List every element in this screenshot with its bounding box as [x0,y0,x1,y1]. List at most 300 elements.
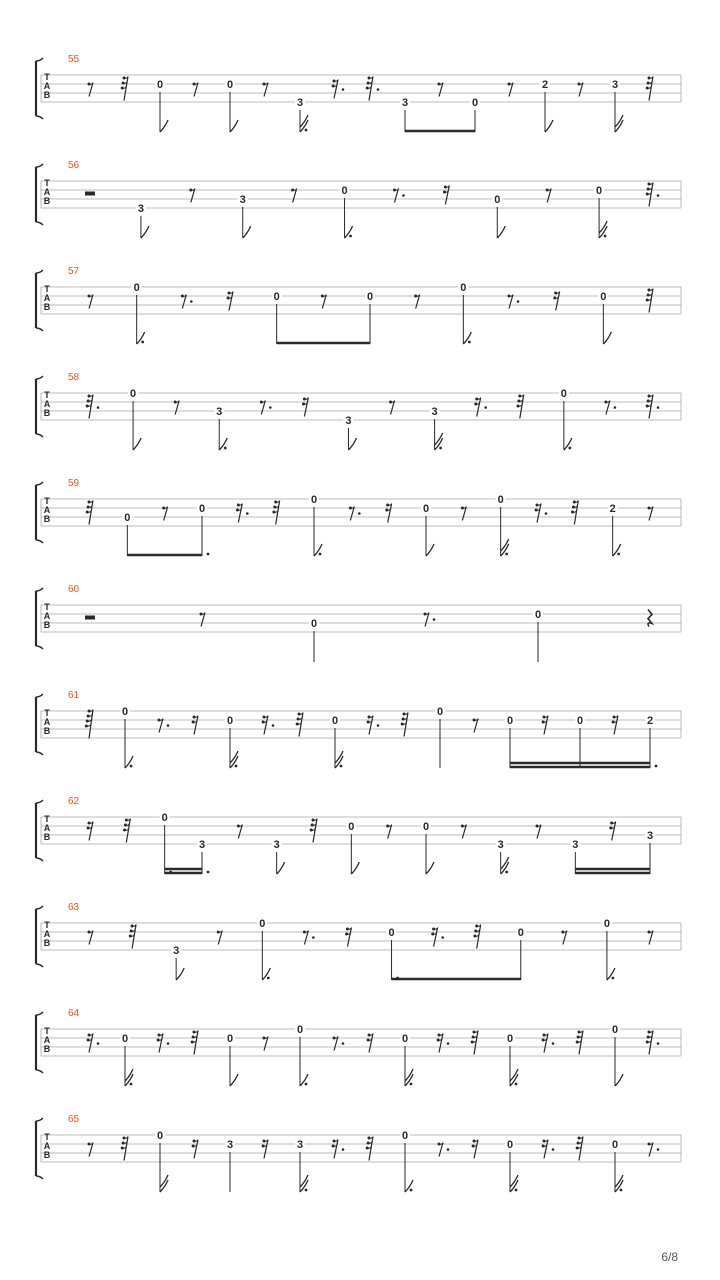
note-dot [515,1083,518,1086]
fret-number: 0 [436,706,444,718]
tab-clef-letter: A [43,929,51,939]
tab-note [421,820,434,874]
tab-clef-letter: A [43,293,51,303]
tab-rest [542,1140,555,1159]
fret-number: 0 [156,1130,164,1142]
tab-rest [461,825,467,839]
tab-note [171,944,184,980]
rest-stem [89,710,93,739]
tab-clef-letter: A [43,1141,51,1151]
measure-number: 64 [68,1008,80,1019]
rest-dot [447,1148,450,1151]
fret-number: 0 [161,812,168,824]
note-dot [655,765,658,768]
tab-note [295,1023,308,1086]
tab-staff-svg [0,244,720,350]
tab-rest [431,928,444,947]
tab-note [505,714,515,768]
tab-clef-letter: A [43,187,51,197]
tab-rest [648,507,654,521]
fret-number: 0 [341,185,348,197]
note-dot [505,871,508,874]
fret-number: 3 [431,406,438,418]
tab-clef-letter: B [43,90,51,100]
fret-number: 0 [348,821,355,833]
tab-note [272,838,285,874]
note-flag [497,226,505,238]
tab-note [610,1138,623,1192]
rest-dot [312,936,315,939]
tab-note [128,387,141,450]
measure-number: 62 [68,796,80,807]
tab-rest [192,1140,198,1159]
tab-note [496,838,509,874]
rest-dot [552,1042,555,1045]
tab-rest [86,501,93,525]
fret-number: 3 [273,839,280,851]
system-measure-62 [0,774,720,880]
fret-number: 3 [137,203,144,215]
tab-note [295,96,308,132]
tab-clef-letter: T [44,72,50,82]
tab-rest [349,507,361,521]
tab-note [496,493,509,556]
tab-rest [571,501,578,525]
note-flag [125,1069,133,1081]
tab-rest [332,80,345,99]
tab-note [387,926,399,980]
tab-staff-svg [0,1092,720,1198]
note-dot [568,447,571,450]
system-measure-59 [0,456,720,562]
fret-number: 0 [460,282,467,294]
note-dot [468,341,471,344]
tab-note [155,78,168,132]
tab-rest [181,295,193,309]
tab-note [309,493,322,556]
tab-note [257,917,270,980]
tab-rest [553,292,559,311]
tab-note [421,502,434,556]
system-measure-60 [0,562,720,668]
tab-rest [85,616,95,620]
rest-dot [167,1042,170,1045]
tab-rest [87,1034,100,1053]
tab-clef-letter: T [44,1132,50,1142]
note-dot [620,1189,623,1192]
tab-rest [236,504,249,523]
tab-clef-letter: A [43,81,51,91]
fret-number: 0 [517,927,524,939]
tab-note [120,1032,133,1086]
tab-note [225,1138,235,1192]
tab-note [343,414,356,450]
fret-number: 0 [611,1139,619,1151]
tab-rest [227,292,233,311]
tab-rest [646,183,660,207]
tab-staff-svg [0,774,720,880]
note-flag [230,1074,238,1086]
tab-staff-svg [0,350,720,456]
fret-number: 0 [600,291,607,303]
tab-note [330,714,343,768]
fret-number: 0 [596,185,603,197]
fret-number: 0 [366,291,374,303]
note-flag [501,857,509,869]
fret-number: 0 [310,494,318,506]
tab-rest [474,398,487,417]
tab-rest [333,1037,345,1051]
tab-note [132,281,145,344]
tab-rest [508,83,514,97]
rest-dot [97,1042,100,1045]
tab-note [392,926,526,980]
fret-number: 0 [388,927,395,939]
tab-rest [367,1034,373,1053]
tab-rest [646,395,660,419]
tab-rest [473,719,479,733]
note-dot [235,765,238,768]
fret-number: 0 [401,1130,409,1142]
note-flag [351,862,359,874]
measure-number: 65 [68,1114,80,1125]
note-dot [267,977,270,980]
fret-number: 0 [534,609,542,621]
tab-clef-letter: A [43,505,51,515]
note-flag [510,1069,518,1081]
rest-dot [552,1148,555,1151]
rest-dot [272,724,275,727]
tab-clef-letter: B [43,302,51,312]
note-flag [141,226,149,238]
tab-rest [123,819,130,843]
system-measure-58 [0,350,720,456]
tab-rest [443,186,449,205]
note-flag [230,751,238,763]
tab-note [492,193,505,238]
tab-staff-svg [0,456,720,562]
fret-number: 3 [226,1139,234,1151]
rest-dot [190,300,193,303]
tab-staff-svg [0,138,720,244]
fret-number: 0 [296,1024,304,1036]
note-dot [141,341,144,344]
tab-note [435,705,445,768]
note-dot [515,1189,518,1192]
tab-rest [296,713,303,737]
tab-note [458,281,471,344]
tab-note [430,405,443,450]
tab-rest [321,295,327,309]
tab-rest [367,716,380,735]
tab-staff-svg [0,668,720,774]
fret-number: 0 [121,706,129,718]
measure-number: 63 [68,902,80,913]
fret-number: 0 [506,1139,514,1151]
tab-rest [200,613,206,627]
system-measure-57 [0,244,720,350]
fret-number: 2 [609,503,616,515]
note-dot [207,871,210,874]
note-flag [230,120,238,132]
rest-dot [246,512,249,515]
fret-number: 3 [198,839,206,851]
rest-dot [614,406,617,409]
tab-rest [389,401,395,415]
note-dot [410,1189,413,1192]
tab-clef-letter: T [44,178,50,188]
tab-rest [88,931,94,945]
measure-number: 58 [68,372,80,383]
note-dot [617,553,620,556]
tab-rest [576,1031,583,1055]
tab-clef-letter: T [44,1026,50,1036]
measure-number: 57 [68,266,80,277]
note-flag [426,544,434,556]
tab-note [120,705,133,768]
tab-note [405,96,480,132]
tab-clef-letter: T [44,814,50,824]
tab-rest [401,713,408,737]
tab-rest [262,1140,268,1159]
fret-number: 0 [133,282,140,294]
rest-dot [657,1148,660,1151]
tab-note [155,1129,168,1192]
note-dot [340,765,343,768]
tab-rest [542,716,548,735]
tab-rest [646,77,653,101]
tab-rest [648,931,654,945]
tab-staff-svg [0,562,720,668]
rest-dot [97,406,100,409]
tab-rest [648,610,652,627]
rest-dot [441,936,444,939]
note-flag [426,862,434,874]
tab-rest [191,1031,198,1055]
page-number: 6/8 [661,1250,678,1264]
tab-note [400,1129,413,1192]
tab-rest [263,1037,269,1051]
fret-number: 0 [611,1024,619,1036]
fret-number: 0 [576,715,584,727]
tab-rest [604,401,616,415]
tab-rest [174,401,180,415]
tab-note [136,202,149,238]
tab-rest [157,1034,170,1053]
tab-rest [88,295,94,309]
tab-note [559,387,572,450]
tab-staff-svg [0,32,720,138]
tab-clef-letter: T [44,496,50,506]
tab-rest [366,1137,373,1161]
tab-rest [516,395,523,419]
note-flag [405,1069,413,1081]
fret-number: 0 [226,1033,234,1045]
tab-rest [473,925,480,949]
tab-note [610,78,623,132]
tab-rest [438,1143,450,1157]
note-dot [130,1083,133,1086]
tab-rest [189,189,195,203]
tab-note [272,290,282,344]
rest-dot [657,406,660,409]
note-dot [305,129,308,132]
rest-dot [342,88,345,91]
tab-note [505,1138,518,1192]
tab-note [165,838,210,874]
tab-rest [612,716,618,735]
tab-rest [291,189,297,203]
fret-number: 0 [471,97,479,109]
tab-rest [260,401,272,415]
tab-clef-letter: B [43,514,51,524]
tab-note [225,1032,238,1086]
fret-number: 3 [572,839,579,851]
measure-number: 60 [68,584,80,595]
tab-note [340,184,353,238]
system-measure-56 [0,138,720,244]
half-rest [85,616,95,620]
tab-rest [85,192,95,196]
tab-rest [542,1034,555,1053]
tab-rest [578,83,584,97]
fret-number: 0 [497,494,504,506]
fret-number: 0 [506,1033,514,1045]
fret-number: 0 [603,918,610,930]
tab-note [575,829,655,874]
tab-rest [461,507,467,521]
note-flag [133,438,141,450]
tab-note [160,811,172,874]
tab-note [122,511,132,556]
system-measure-63 [0,880,720,986]
tab-clef-letter: B [43,938,51,948]
note-flag [300,1175,308,1187]
half-rest [85,192,95,196]
tab-clef-letter: A [43,823,51,833]
tab-rest [472,1140,478,1159]
tab-note [295,1138,308,1192]
fret-number: 3 [497,839,504,851]
tab-clef-letter: B [43,620,51,630]
tab-rest [393,189,405,203]
note-dot [130,765,133,768]
tab-staff-svg [0,880,720,986]
fret-number: 0 [506,715,514,727]
system-measure-61 [0,668,720,774]
tab-rest [193,83,199,97]
fret-number: 0 [273,291,280,303]
tab-note [127,502,209,556]
fret-number: 0 [401,1033,409,1045]
tab-rest [263,83,269,97]
tab-clef-letter: T [44,920,50,930]
fret-number: 0 [198,503,206,515]
fret-number: 0 [494,194,501,206]
note-dot [305,1189,308,1192]
tab-rest [438,83,444,97]
tab-note [309,617,319,662]
rest-dot [433,618,436,621]
tab-rest [121,77,128,101]
tab-rest [217,931,223,945]
tab-clef-letter: A [43,399,51,409]
fret-number: 0 [259,918,266,930]
tab-clef-letter: B [43,408,51,418]
note-flag [348,438,356,450]
fret-number: 0 [422,503,430,515]
tab-rest [576,1137,583,1161]
tab-rest [332,1140,345,1159]
tab-rest [162,507,168,521]
note-flag [160,120,168,132]
note-flag [615,115,623,127]
rest-dot [517,300,520,303]
measure-number: 55 [68,54,80,65]
tab-clef-letter: B [43,726,51,736]
fret-number: 0 [156,79,164,91]
note-dot [612,977,615,980]
tab-note [575,714,585,768]
tab-clef-letter: T [44,390,50,400]
note-dot [604,235,607,238]
system-measure-65 [0,1092,720,1198]
fret-number: 0 [124,512,131,524]
tab-rest [385,504,391,523]
rest-dot [545,512,548,515]
rest-dot [377,724,380,727]
fret-number: 3 [216,406,223,418]
fret-number: 0 [331,715,339,727]
tab-note [608,502,621,556]
tab-rest [646,1031,660,1055]
note-dot [439,447,442,450]
system-measure-64 [0,986,720,1092]
measure-number: 56 [68,160,80,171]
fret-number: 3 [401,97,409,109]
system-measure-55 [0,32,720,138]
tab-note [400,96,410,132]
rest-dot [447,1042,450,1045]
note-flag [599,221,607,233]
tab-note [602,917,615,980]
tab-rest [129,925,136,949]
fret-number: 0 [560,388,567,400]
note-flag [501,539,509,551]
rest-dot [342,1042,345,1045]
fret-number: 0 [422,821,430,833]
tab-rest [508,295,520,309]
tab-clef-letter: B [43,832,51,842]
tab-note [225,714,238,768]
tab-staff-svg [0,986,720,1092]
fret-number: 2 [541,79,549,91]
tab-rest [561,931,567,945]
note-flag [300,115,308,127]
tab-rest [437,1034,450,1053]
tab-rest [302,398,308,417]
tab-note [610,1023,623,1086]
rest-dot [358,512,361,515]
tab-rest [345,928,351,947]
tab-note [598,290,611,344]
tab-rest [237,825,243,839]
note-flag [277,862,285,874]
note-flag [435,433,443,445]
note-dot [505,553,508,556]
fret-number: 0 [310,618,318,630]
note-flag [603,332,611,344]
